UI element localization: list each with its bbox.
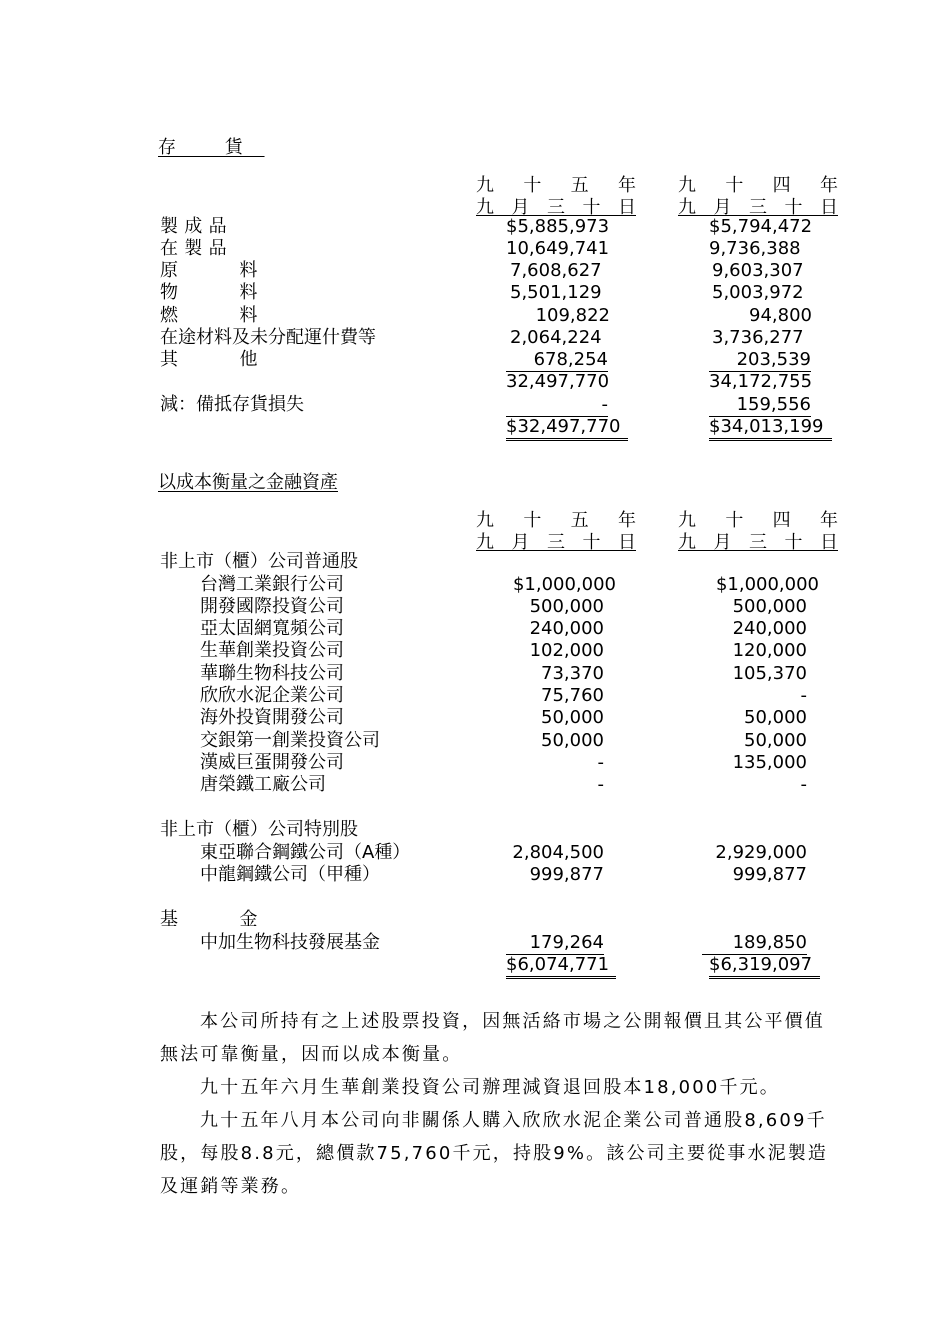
common-stock-section-label: 非上市（櫃）公司普通股 <box>160 551 358 572</box>
investment-row-label: 海外投資開發公司 <box>200 707 344 728</box>
inventory-row-value-95: $5,885,973 <box>506 216 610 237</box>
investment-row-value-95: 102,000 <box>529 640 604 661</box>
inventory-row-label: 在途材料及未分配運什費等 <box>160 327 376 348</box>
investment-row-value-94: $1,000,000 <box>715 574 819 595</box>
investment-row-value-94: 50,000 <box>744 730 807 751</box>
investment-row-label: 東亞聯合鋼鐵公司（A種） <box>200 842 411 863</box>
investment-row-label: 中龍鋼鐵公司（甲種） <box>200 864 380 885</box>
note-paragraph: 九十五年六月生華創業投資公司辦理減資退回股本18,000千元。 <box>200 1077 780 1098</box>
note-paragraph: 本公司所持有之上述股票投資，因無活絡市場之公開報價且其公平價值無法可靠衡量，因而以成本衡量。 <box>160 1011 825 1065</box>
investment-row-label: 交銀第一創業投資公司 <box>200 730 380 751</box>
inventory-row-value-94: 94,800 <box>749 305 812 326</box>
investment-row-value-95: 179,264 <box>506 932 604 955</box>
investment-row-label: 唐榮鐵工廠公司 <box>200 774 326 795</box>
investment-row-value-94: 135,000 <box>732 752 807 773</box>
inventory-row-value-95: 2,064,224 <box>510 327 602 348</box>
investment-row-label: 華聯生物科技公司 <box>200 663 344 684</box>
financial-total-95: $6,074,771 <box>506 954 616 979</box>
inventory-allowance-94: 159,556 <box>709 394 811 417</box>
inventory-row-value-95: 5,501,129 <box>510 282 602 303</box>
investment-row-value-94: 50,000 <box>744 707 807 728</box>
investment-row-value-94: - <box>800 685 807 706</box>
inventory-row-label: 其 他 <box>160 349 286 370</box>
inventory-row-label: 在製品 <box>160 238 233 259</box>
investment-row-value-95: - <box>597 752 604 773</box>
investment-row-label: 亞太固網寬頻公司 <box>200 618 344 639</box>
inventory-subtotal-94: 34,172,755 <box>709 371 813 392</box>
inventory-allowance-label: 減：備抵存貨損失 <box>160 394 304 415</box>
investment-row-value-94: 105,370 <box>732 663 807 684</box>
investment-row-value-95: 75,760 <box>541 685 604 706</box>
investment-row-value-95: 50,000 <box>541 707 604 728</box>
inventory-row-value-94: $5,794,472 <box>709 216 813 237</box>
investment-row-value-94: 500,000 <box>732 596 807 617</box>
inventory-row-value-95: 678,254 <box>506 349 608 372</box>
inventory-total-94: $34,013,199 <box>709 416 832 441</box>
investment-row-value-95: 50,000 <box>541 730 604 751</box>
investment-row-label: 欣欣水泥企業公司 <box>200 685 344 706</box>
inventory-title: 存 貨 <box>158 137 265 158</box>
financial-header-95-line1: 九 十 五 年 <box>476 510 636 531</box>
investment-row-label: 漢威巨蛋開發公司 <box>200 752 344 773</box>
inventory-row-value-94: 9,736,388 <box>709 238 801 259</box>
inventory-row-value-95: 10,649,741 <box>506 238 610 259</box>
inventory-header-95-line1: 九 十 五 年 <box>476 175 636 196</box>
inventory-total-95: $32,497,770 <box>506 416 628 441</box>
investment-row-value-95: 240,000 <box>529 618 604 639</box>
investment-row-value-94: 189,850 <box>702 932 807 955</box>
investment-row-label: 台灣工業銀行公司 <box>200 574 344 595</box>
inventory-allowance-95: - <box>506 394 608 417</box>
inventory-header-94-line2: 九 月 三 十 日 <box>678 193 838 216</box>
investment-row-value-95: $1,000,000 <box>512 574 616 595</box>
fund-section-label: 基 金 <box>160 909 286 930</box>
financial-title: 以成本衡量之金融資產 <box>158 472 338 493</box>
investment-row-value-94: 240,000 <box>732 618 807 639</box>
inventory-row-value-95: 109,822 <box>535 305 610 326</box>
investment-row-value-94: 120,000 <box>732 640 807 661</box>
investment-row-value-94: 999,877 <box>732 864 807 885</box>
investment-row-value-94: 2,929,000 <box>715 842 807 863</box>
investment-row-label: 開發國際投資公司 <box>200 596 344 617</box>
inventory-subtotal-95: 32,497,770 <box>506 371 610 392</box>
inventory-row-label: 燃 料 <box>160 305 286 326</box>
inventory-row-value-94: 3,736,277 <box>712 327 804 348</box>
inventory-header-95-line2: 九 月 三 十 日 <box>476 193 636 216</box>
note-paragraph: 九十五年八月本公司向非關係人購入欣欣水泥企業公司普通股8,609千股，每股8.8元，總價款75,760千元，持股9%。該公司主要從事水泥製造及運銷等業務。 <box>160 1110 829 1197</box>
financial-header-95-line2: 九 月 三 十 日 <box>476 528 636 551</box>
investment-row-value-95: 73,370 <box>541 663 604 684</box>
investment-row-value-94: - <box>800 774 807 795</box>
financial-header-94-line1: 九 十 四 年 <box>678 510 838 531</box>
inventory-row-value-94: 203,539 <box>709 349 811 372</box>
preferred-stock-section-label: 非上市（櫃）公司特別股 <box>160 819 358 840</box>
inventory-row-value-95: 7,608,627 <box>510 260 602 281</box>
financial-total-94: $6,319,097 <box>709 954 820 979</box>
financial-header-94-line2: 九 月 三 十 日 <box>678 528 838 551</box>
investment-row-value-95: 999,877 <box>529 864 604 885</box>
inventory-row-label: 原 料 <box>160 260 286 281</box>
investment-row-value-95: - <box>597 774 604 795</box>
investment-row-value-95: 500,000 <box>529 596 604 617</box>
inventory-row-label: 製成品 <box>160 216 233 237</box>
inventory-row-value-94: 5,003,972 <box>712 282 804 303</box>
inventory-header-94-line1: 九 十 四 年 <box>678 175 838 196</box>
inventory-row-label: 物 料 <box>160 282 286 303</box>
investment-row-value-95: 2,804,500 <box>512 842 604 863</box>
investment-row-label: 中加生物科技發展基金 <box>200 932 380 953</box>
investment-row-label: 生華創業投資公司 <box>200 640 344 661</box>
inventory-row-value-94: 9,603,307 <box>712 260 804 281</box>
